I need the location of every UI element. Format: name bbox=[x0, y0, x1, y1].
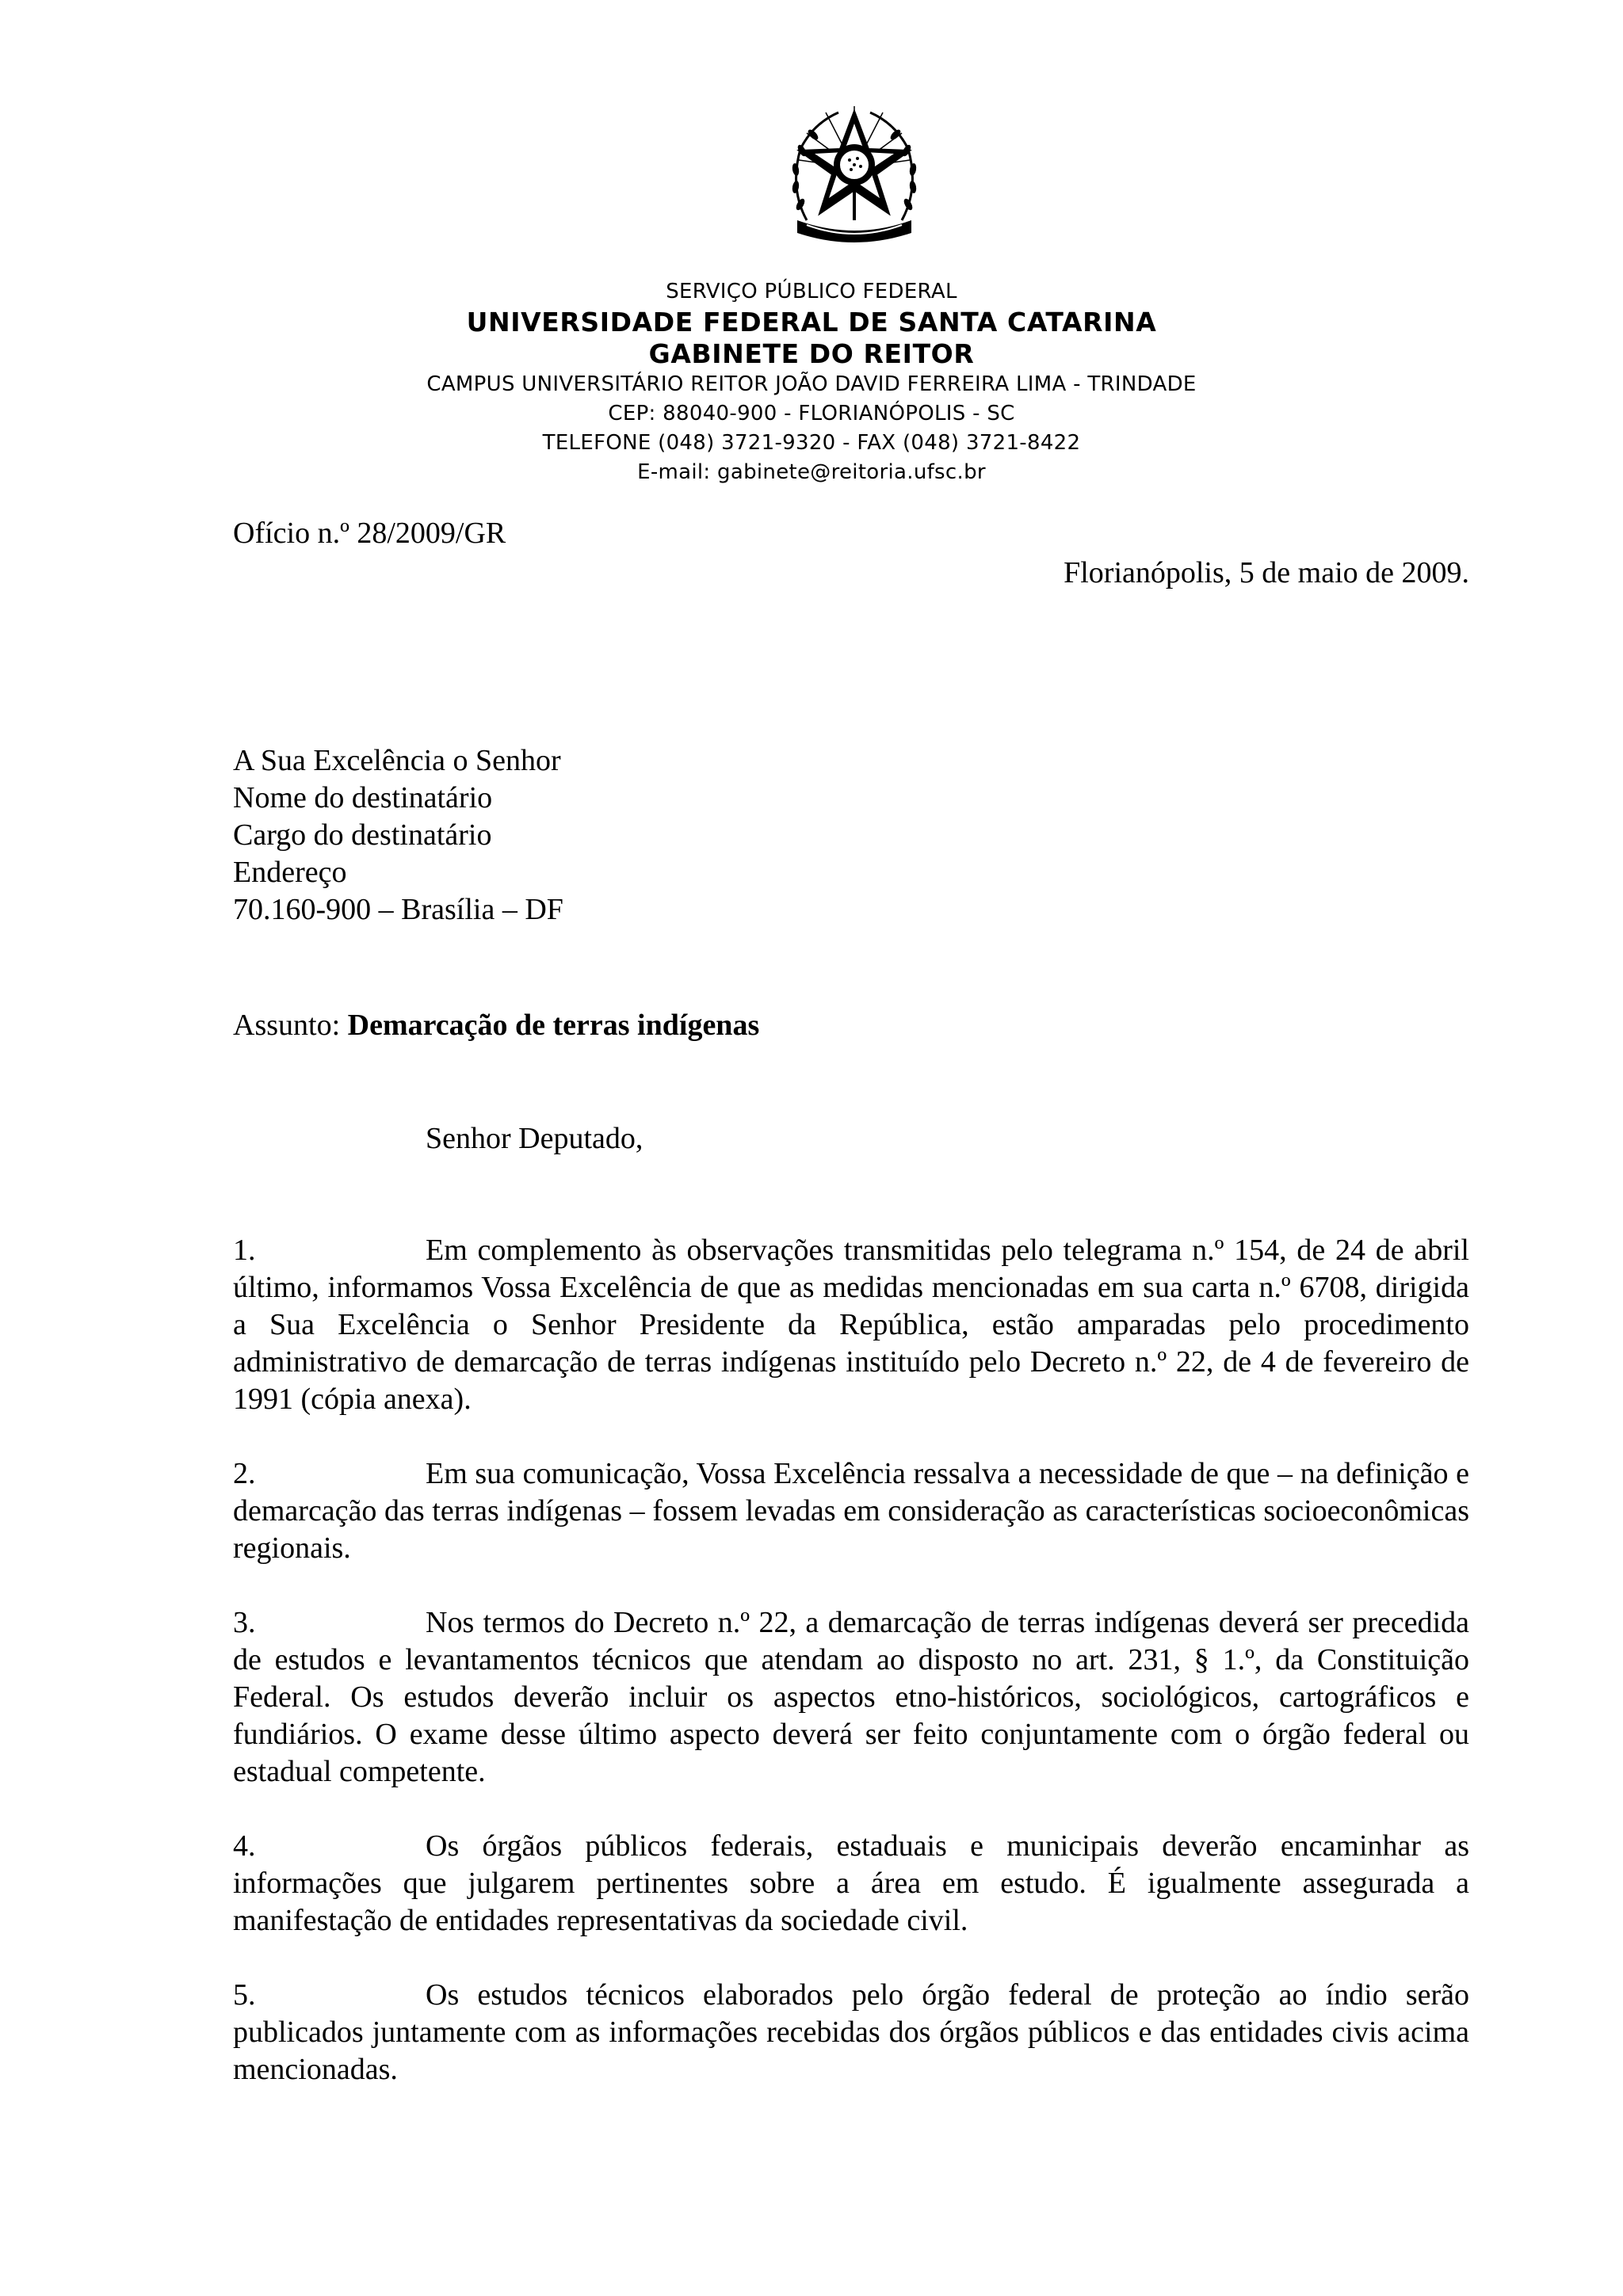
paragraph-number: 2. bbox=[233, 1457, 256, 1490]
body-paragraph bbox=[233, 1455, 1469, 1567]
subject-text: Demarcação de terras indígenas bbox=[347, 1009, 760, 1042]
paragraph-number: 3. bbox=[233, 1606, 256, 1639]
letterhead-campus: CAMPUS UNIVERSITÁRIO REITOR JOÃO DAVID FERREIRA LIMA - TRINDADE bbox=[426, 372, 1197, 396]
letterhead-cep: CEP: 88040-900 - FLORIANÓPOLIS - SC bbox=[608, 402, 1015, 425]
body-paragraph bbox=[233, 1828, 1469, 1939]
paragraph-number: 4. bbox=[233, 1829, 256, 1863]
letterhead-university: UNIVERSIDADE FEDERAL DE SANTA CATARINA bbox=[466, 307, 1157, 338]
paragraph-text: Em complemento às observações transmitidas pelo telegrama n.º 154, de 24 de abril último, informamos Vossa Excelência de que as medidas mencionadas em sua carta n.º 6708, dirigida a Sua Excelência o Senhor Presidente da República, estão amparadas pelo procedimento administrativo de demarcação de terras indígenas instituído pelo Decreto n.º 22, de 4 de fevereiro de 1991 (cópia anexa). bbox=[233, 1234, 1469, 1416]
recipient-line: Nome do destinatário bbox=[233, 781, 493, 814]
subject-label: Assunto: bbox=[233, 1009, 348, 1042]
paragraph-text: Os estudos técnicos elaborados pelo órgão federal de proteção ao índio serão publicados juntamente com as informações recebidas dos órgãos públicos e das entidades civis acima mencionadas. bbox=[233, 1978, 1469, 2086]
body-paragraph bbox=[233, 1232, 1469, 1418]
paragraph-number: 1. bbox=[233, 1234, 256, 1267]
recipient-block bbox=[233, 742, 563, 929]
recipient-line: 70.160-900 – Brasília – DF bbox=[233, 893, 563, 926]
subject-line bbox=[233, 1007, 759, 1044]
recipient-line: A Sua Excelência o Senhor bbox=[233, 744, 561, 777]
letterhead-phone: TELEFONE (048) 3721-9320 - FAX (048) 3721-8422 bbox=[542, 431, 1081, 455]
letterhead bbox=[0, 277, 1623, 487]
letterhead-service: SERVIÇO PÚBLICO FEDERAL bbox=[666, 280, 957, 303]
paragraph-text: Nos termos do Decreto n.º 22, a demarcação de terras indígenas deverá ser precedida de estudos e levantamentos técnicos que atendam ao disposto no art. 231, § 1.º, da Constituição Federal. Os estudos deverão incluir os aspectos etno-históricos, sociológicos, cartográficos e fundiários. O exame desse último aspecto deverá ser feito conjuntamente com o órgão federal ou estadual competente. bbox=[233, 1606, 1469, 1788]
date-line: Florianópolis, 5 de maio de 2009. bbox=[1064, 556, 1469, 589]
salutation: Senhor Deputado, bbox=[426, 1122, 643, 1155]
office-number: Ofício n.º 28/2009/GR bbox=[233, 517, 506, 550]
letterhead-office: GABINETE DO REITOR bbox=[648, 338, 975, 369]
body-paragraph bbox=[233, 1977, 1469, 2088]
paragraph-text: Em sua comunicação, Vossa Excelência ressalva a necessidade de que – na definição e demarcação das terras indígenas – fossem levadas em consideração as características socioeconômicas regionais. bbox=[233, 1457, 1469, 1565]
recipient-line: Cargo do destinatário bbox=[233, 818, 492, 852]
letter-body bbox=[233, 1232, 1469, 2126]
paragraph-number: 5. bbox=[233, 1978, 256, 2012]
brazil-coat-of-arms-icon bbox=[783, 101, 926, 246]
body-paragraph bbox=[233, 1604, 1469, 1791]
paragraph-text: Os órgãos públicos federais, estaduais e municipais deverão encaminhar as informações que julgarem pertinentes sobre a área em estudo. É igualmente assegurada a manifestação de entidades representativas da sociedade civil. bbox=[233, 1829, 1469, 1937]
recipient-line: Endereço bbox=[233, 856, 347, 889]
letterhead-email: E-mail: gabinete@reitoria.ufsc.br bbox=[637, 460, 986, 484]
